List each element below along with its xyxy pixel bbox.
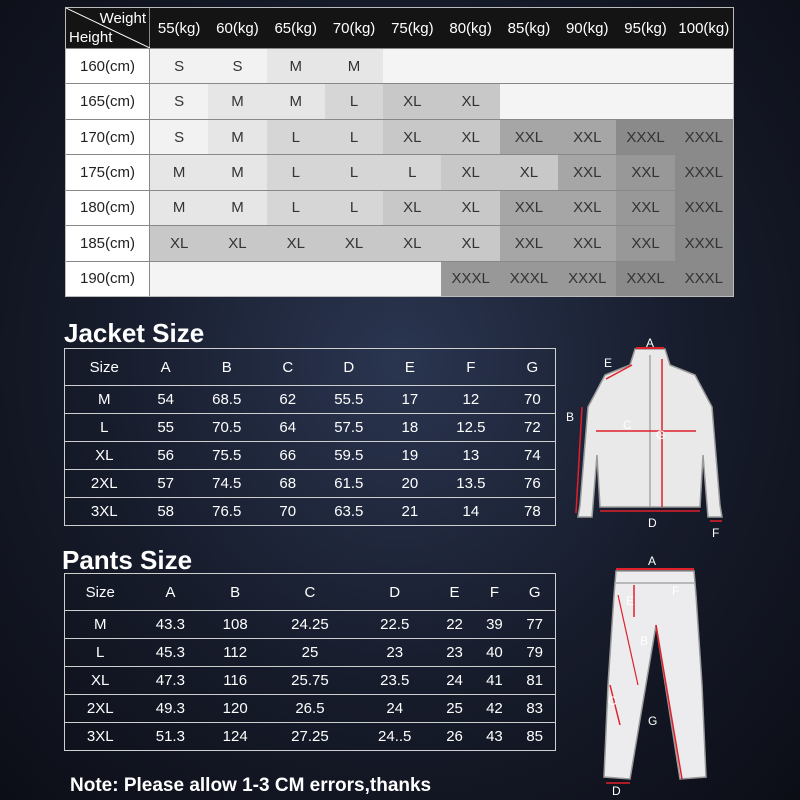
size-cell: XL — [383, 119, 441, 154]
pants-column-header: D — [355, 574, 435, 611]
weight-header: 70(kg) — [325, 8, 383, 48]
pants-label-a: A — [648, 555, 657, 568]
size-cell: XL — [383, 190, 441, 225]
size-cell: XL — [208, 225, 266, 260]
table-cell: 57.5 — [310, 414, 388, 442]
table-cell: M — [65, 386, 144, 414]
table-cell: M — [65, 611, 136, 639]
size-cell — [208, 261, 266, 296]
size-cell: L — [325, 154, 383, 189]
size-cell: XXXL — [500, 261, 558, 296]
weight-header: 75(kg) — [383, 8, 441, 48]
table-cell: 120 — [205, 695, 265, 723]
table-cell: 20 — [388, 470, 432, 498]
jacket-size-table — [64, 348, 556, 526]
table-cell: 42 — [474, 695, 514, 723]
size-cell: XXL — [558, 119, 616, 154]
size-cell: XXL — [616, 190, 674, 225]
size-cell: XL — [325, 225, 383, 260]
jacket-label-e: E — [604, 356, 613, 370]
size-cell: M — [267, 83, 325, 118]
table-row — [65, 386, 556, 414]
size-chart-corner — [66, 8, 150, 48]
size-cell: XXL — [500, 119, 558, 154]
table-row — [65, 470, 556, 498]
pants-column-header: A — [135, 574, 205, 611]
table-cell: 43 — [474, 723, 514, 751]
table-cell: 55 — [143, 414, 187, 442]
table-cell: 85 — [514, 723, 555, 751]
pants-label-b: B — [640, 634, 649, 648]
table-cell: 45.3 — [135, 639, 205, 667]
size-cell — [675, 48, 733, 83]
table-cell: 47.3 — [135, 667, 205, 695]
table-cell: 124 — [205, 723, 265, 751]
table-cell: 51.3 — [135, 723, 205, 751]
table-row — [65, 442, 556, 470]
table-row — [65, 611, 556, 639]
table-cell: 76 — [510, 470, 556, 498]
table-cell: 59.5 — [310, 442, 388, 470]
size-cell: XL — [441, 119, 499, 154]
table-cell: 21 — [388, 498, 432, 526]
jacket-label-g: G — [656, 428, 666, 442]
jacket-label-b: B — [566, 410, 575, 424]
table-cell: 18 — [388, 414, 432, 442]
size-cell: L — [267, 119, 325, 154]
jacket-column-header: Size — [65, 349, 144, 386]
table-row — [65, 723, 556, 751]
size-cell: XL — [150, 225, 208, 260]
table-cell: 57 — [143, 470, 187, 498]
size-cell: M — [267, 48, 325, 83]
table-cell: 66 — [266, 442, 310, 470]
jacket-body — [65, 386, 556, 526]
jacket-header-row — [65, 349, 556, 386]
table-row — [65, 498, 556, 526]
jacket-size-title: Jacket Size — [64, 318, 205, 348]
size-cell: M — [150, 154, 208, 189]
weight-header: 95(kg) — [616, 8, 674, 48]
pants-header-row — [65, 574, 556, 611]
size-cell: XL — [383, 225, 441, 260]
pants-column-header: B — [205, 574, 265, 611]
size-cell: L — [267, 154, 325, 189]
size-cell: XXL — [500, 190, 558, 225]
size-cell — [675, 83, 733, 118]
size-cell: XXL — [558, 225, 616, 260]
pants-label-f: F — [672, 584, 680, 598]
table-cell: 40 — [474, 639, 514, 667]
table-cell: 112 — [205, 639, 265, 667]
table-cell: 70.5 — [188, 414, 266, 442]
table-cell: 70 — [510, 386, 556, 414]
size-cell: XXL — [558, 190, 616, 225]
table-cell: XL — [65, 667, 136, 695]
jacket-column-header: C — [266, 349, 310, 386]
table-cell: 61.5 — [310, 470, 388, 498]
table-cell: 68.5 — [188, 386, 266, 414]
table-cell: 3XL — [65, 723, 136, 751]
jacket-label-c: C — [623, 418, 632, 432]
size-cell: XL — [441, 225, 499, 260]
table-cell: 24..5 — [355, 723, 435, 751]
table-cell: 24.25 — [265, 611, 355, 639]
size-cell — [383, 261, 441, 296]
table-cell: 74.5 — [188, 470, 266, 498]
table-cell: 25 — [265, 639, 355, 667]
table-cell: 23.5 — [355, 667, 435, 695]
table-cell: 62 — [266, 386, 310, 414]
table-cell: 49.3 — [135, 695, 205, 723]
size-cell: XL — [267, 225, 325, 260]
table-cell: 17 — [388, 386, 432, 414]
size-cell — [558, 48, 616, 83]
height-header: 160(cm) — [66, 48, 150, 83]
table-cell: L — [65, 639, 136, 667]
table-cell: 24 — [355, 695, 435, 723]
weight-axis-label: Weight — [99, 10, 146, 27]
weight-header: 55(kg) — [150, 8, 208, 48]
table-cell: 68 — [266, 470, 310, 498]
pants-column-header: Size — [65, 574, 136, 611]
table-cell: 78 — [510, 498, 556, 526]
weight-header: 90(kg) — [558, 8, 616, 48]
table-cell: 77 — [514, 611, 555, 639]
table-cell: XL — [65, 442, 144, 470]
size-cell: XXXL — [616, 119, 674, 154]
size-cell: XL — [383, 83, 441, 118]
pants-column-header: F — [474, 574, 514, 611]
size-cell: XXXL — [616, 261, 674, 296]
table-cell: 25 — [435, 695, 475, 723]
table-row — [65, 667, 556, 695]
height-axis-label: Height — [69, 29, 113, 46]
size-cell: XL — [441, 83, 499, 118]
jacket-diagram — [560, 335, 740, 540]
size-cell: M — [150, 190, 208, 225]
table-cell: 23 — [435, 639, 475, 667]
table-cell: 27.25 — [265, 723, 355, 751]
size-chart — [65, 7, 734, 297]
size-cell: XXXL — [675, 119, 733, 154]
pants-label-e: E — [626, 594, 635, 608]
size-cell: XXXL — [558, 261, 616, 296]
table-cell: 74 — [510, 442, 556, 470]
pants-label-g: G — [648, 714, 658, 728]
table-cell: 23 — [355, 639, 435, 667]
size-cell: XL — [441, 154, 499, 189]
size-cell: S — [150, 48, 208, 83]
size-cell — [500, 83, 558, 118]
pants-size-table — [64, 573, 556, 751]
table-row — [65, 695, 556, 723]
table-cell: 58 — [143, 498, 187, 526]
table-cell: 25.75 — [265, 667, 355, 695]
weight-header: 100(kg) — [675, 8, 733, 48]
jacket-column-header: E — [388, 349, 432, 386]
table-cell: 2XL — [65, 470, 144, 498]
size-cell — [616, 48, 674, 83]
pants-column-header: G — [514, 574, 555, 611]
size-cell: L — [383, 154, 441, 189]
weight-header: 60(kg) — [208, 8, 266, 48]
table-cell: 22 — [435, 611, 475, 639]
table-cell: 108 — [205, 611, 265, 639]
height-header: 175(cm) — [66, 154, 150, 189]
height-header: 170(cm) — [66, 119, 150, 154]
size-cell: S — [150, 119, 208, 154]
size-cell: M — [208, 119, 266, 154]
jacket-label-f: F — [712, 526, 720, 540]
table-cell: 13.5 — [432, 470, 510, 498]
size-cell: XXXL — [675, 261, 733, 296]
table-cell: 12 — [432, 386, 510, 414]
size-cell — [500, 48, 558, 83]
note-text: Note: Please allow 1-3 CM errors,thanks — [70, 775, 432, 796]
size-cell — [150, 261, 208, 296]
pants-column-header: C — [265, 574, 355, 611]
table-cell: 26 — [435, 723, 475, 751]
jacket-column-header: D — [310, 349, 388, 386]
table-cell: 43.3 — [135, 611, 205, 639]
table-cell: 75.5 — [188, 442, 266, 470]
weight-header: 65(kg) — [267, 8, 325, 48]
height-header: 165(cm) — [66, 83, 150, 118]
size-cell: M — [325, 48, 383, 83]
table-cell: 41 — [474, 667, 514, 695]
pants-column-header: E — [435, 574, 475, 611]
size-cell: XXXL — [675, 190, 733, 225]
table-cell: 56 — [143, 442, 187, 470]
size-cell: M — [208, 83, 266, 118]
table-cell: 79 — [514, 639, 555, 667]
table-cell: 116 — [205, 667, 265, 695]
size-cell: S — [208, 48, 266, 83]
table-cell: 55.5 — [310, 386, 388, 414]
table-cell: 63.5 — [310, 498, 388, 526]
table-cell: 3XL — [65, 498, 144, 526]
height-header: 190(cm) — [66, 261, 150, 296]
pants-size-title: Pants Size — [62, 545, 193, 575]
jacket-column-header: B — [188, 349, 266, 386]
size-cell: XL — [500, 154, 558, 189]
size-cell — [616, 83, 674, 118]
size-cell: L — [325, 190, 383, 225]
table-cell: L — [65, 414, 144, 442]
table-cell: 64 — [266, 414, 310, 442]
table-cell: 70 — [266, 498, 310, 526]
size-cell — [325, 261, 383, 296]
table-cell: 13 — [432, 442, 510, 470]
weight-header: 85(kg) — [500, 8, 558, 48]
table-cell: 2XL — [65, 695, 136, 723]
table-cell: 22.5 — [355, 611, 435, 639]
size-cell — [267, 261, 325, 296]
size-cell: L — [267, 190, 325, 225]
pants-label-c: C — [608, 694, 617, 708]
size-cell — [383, 48, 441, 83]
jacket-label-d: D — [648, 516, 657, 530]
size-cell: XXL — [558, 154, 616, 189]
table-cell: 76.5 — [188, 498, 266, 526]
pants-label-d: D — [612, 784, 621, 795]
pants-body — [65, 611, 556, 751]
table-cell: 14 — [432, 498, 510, 526]
size-cell — [441, 48, 499, 83]
table-cell: 12.5 — [432, 414, 510, 442]
size-cell: XXL — [500, 225, 558, 260]
jacket-column-header: G — [510, 349, 556, 386]
table-cell: 24 — [435, 667, 475, 695]
table-row — [65, 414, 556, 442]
size-cell: XXL — [616, 225, 674, 260]
size-cell: XXL — [616, 154, 674, 189]
size-cell: XXXL — [441, 261, 499, 296]
jacket-label-a: A — [646, 336, 655, 350]
pants-diagram — [590, 555, 720, 795]
table-cell: 83 — [514, 695, 555, 723]
size-cell — [558, 83, 616, 118]
table-cell: 72 — [510, 414, 556, 442]
size-cell: XXXL — [675, 225, 733, 260]
table-cell: 26.5 — [265, 695, 355, 723]
weight-header: 80(kg) — [441, 8, 499, 48]
table-cell: 81 — [514, 667, 555, 695]
jacket-column-header: F — [432, 349, 510, 386]
size-cell: M — [208, 190, 266, 225]
size-cell: M — [208, 154, 266, 189]
size-cell: XL — [441, 190, 499, 225]
size-cell: L — [325, 83, 383, 118]
table-cell: 39 — [474, 611, 514, 639]
jacket-column-header: A — [143, 349, 187, 386]
table-cell: 54 — [143, 386, 187, 414]
height-header: 185(cm) — [66, 225, 150, 260]
size-cell: XXXL — [675, 154, 733, 189]
table-cell: 19 — [388, 442, 432, 470]
height-header: 180(cm) — [66, 190, 150, 225]
size-cell: S — [150, 83, 208, 118]
size-cell: L — [325, 119, 383, 154]
table-row — [65, 639, 556, 667]
